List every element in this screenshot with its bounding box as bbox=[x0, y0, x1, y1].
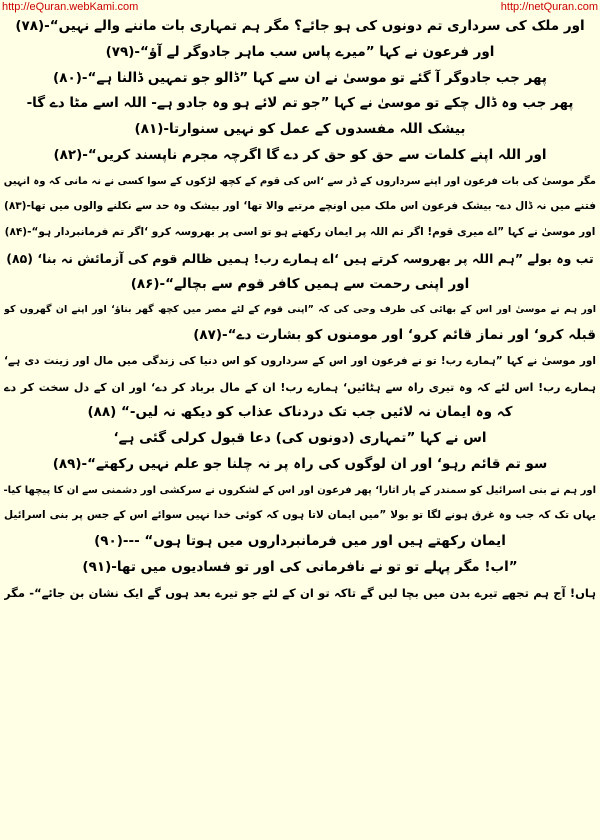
text-line: فتنے میں نہ ڈال دے- بیشک فرعون اس ملک میں اونچے مرتبے والا تھا‘ اور بیشک وہ حد سے نکلنے والوں میں تھا-(۸۳) bbox=[4, 200, 596, 213]
translation-text bbox=[4, 14, 596, 606]
text-line: اور ملک کی سرداری تم دونوں کی ہو جائے؟ مگر ہم تمہاری بات ماننے والے نہیں“-(۷۸) bbox=[15, 18, 585, 34]
text-line: اس نے کہا ”تمہاری (دونوں کی) دعا قبول کرلی گئی ہے‘ bbox=[113, 430, 487, 446]
text-line: پھر جب وہ ڈال چکے تو موسیٰ نے کہا ”جو تم لائے ہو وہ جادو ہے- اللہ اسے مٹا دے گا- bbox=[26, 95, 574, 112]
text-line: پھر جب جادوگر آ گئے تو موسیٰ نے ان سے کہا ”ڈالو جو تمہیں ڈالنا ہے“-(۸۰) bbox=[53, 69, 547, 86]
text-line: ”اب! مگر پہلے تو تو نے نافرمانی کی اور تو فسادیوں میں تھا-(۹۱) bbox=[82, 558, 518, 575]
text-line: اور موسیٰ نے کہا ”اے میری قوم! اگر تم اللہ پر ایمان رکھتے ہو تو اسی پر بھروسہ کرو ‘اگر تم فرمانبردار ہو“-(۸۴) bbox=[4, 226, 596, 238]
text-line: سو تم قائم رہو‘ اور ان لوگوں کی راہ پر نہ چلنا جو علم نہیں رکھتے“-(۸۹) bbox=[52, 455, 548, 472]
text-line: ہاں! آج ہم تجھے تیرے بدن میں بچا لیں گے تاکہ تو ان کے لئے جو تیرے بعد ہوں گے ایک نشان بن جائے“- مگر bbox=[4, 585, 596, 600]
text-line: اور اپنی رحمت سے ہمیں کافر قوم سے بچالے“-(۸۶) bbox=[130, 275, 470, 292]
text-line: اور اللہ اپنے کلمات سے حق کو حق کر دے گا اگرچہ مجرم ناپسند کریں“-(۸۲) bbox=[53, 146, 547, 163]
text-line: ایمان رکھتے ہیں اور میں فرمانبرداروں میں ہوتا ہوں“ ---(۹۰) bbox=[94, 533, 506, 549]
text-line: ہمارے رب! اس لئے کہ وہ تیری راہ سے ہٹائیں‘ ہمارے رب! ان کے مال برباد کر دے‘ اور ان کے دل سخت کر دے bbox=[4, 380, 596, 394]
text-line: اور ہم نے بنی اسرائیل کو سمندر کے پار اتارا‘ پھر فرعون اور اس کے لشکروں نے سرکشی اور دشمنی سے ان کا پیچھا کیا- bbox=[4, 484, 596, 496]
text-line: یہاں تک کہ جب وہ غرق ہونے لگا تو بولا ”میں ایمان لاتا ہوں کہ کوئی خدا نہیں سوائے اس کے جس پر بنی اسرائیل bbox=[4, 509, 596, 522]
text-line: بیشک اللہ مفسدوں کے عمل کو نہیں سنوارتا-(۸۱) bbox=[134, 121, 466, 137]
text-line: کہ وہ ایمان نہ لائیں جب تک دردناک عذاب کو دیکھ نہ لیں-“ (۸۸) bbox=[87, 404, 513, 421]
text-line: اور ہم نے موسیٰ اور اس کے بھائی کی طرف وحی کی کہ ”اپنی قوم کے لئے مصر میں کچھ گھر بناؤ‘ اور اپنے ان گھروں کو bbox=[4, 304, 596, 316]
text-line: تب وہ بولے ”ہم اللہ پر بھروسہ کرتے ہیں ‘اے ہمارے رب! ہمیں ظالم قوم کی آزمائش نہ بنا‘ (۸۵) bbox=[6, 250, 594, 266]
text-line: اور فرعون نے کہا ”میرے پاس سب ماہر جادوگر لے آؤ“-(۷۹) bbox=[105, 43, 495, 60]
text-line: اور موسیٰ نے کہا ”ہمارے رب! تو نے فرعون اور اس کے سرداروں کو اس دنیا کی زندگی میں مال اور زینت دی ہے‘ bbox=[4, 354, 596, 367]
text-line: مگر موسیٰ کی بات فرعون اور اپنے سرداروں کے ڈر سے ‘اس کی قوم کے کچھ لڑکوں کے سوا کسی نے نہ مانی کہ وہ انہیں bbox=[4, 175, 596, 187]
text-line: قبلہ کرو‘ اور نماز قائم کرو‘ اور مومنوں کو بشارت دے“-(۸۷) bbox=[193, 327, 596, 343]
header-url-left[interactable]: http://eQuran.webKami.com bbox=[2, 1, 139, 13]
header-url-right[interactable]: http://netQuran.com bbox=[500, 1, 598, 13]
